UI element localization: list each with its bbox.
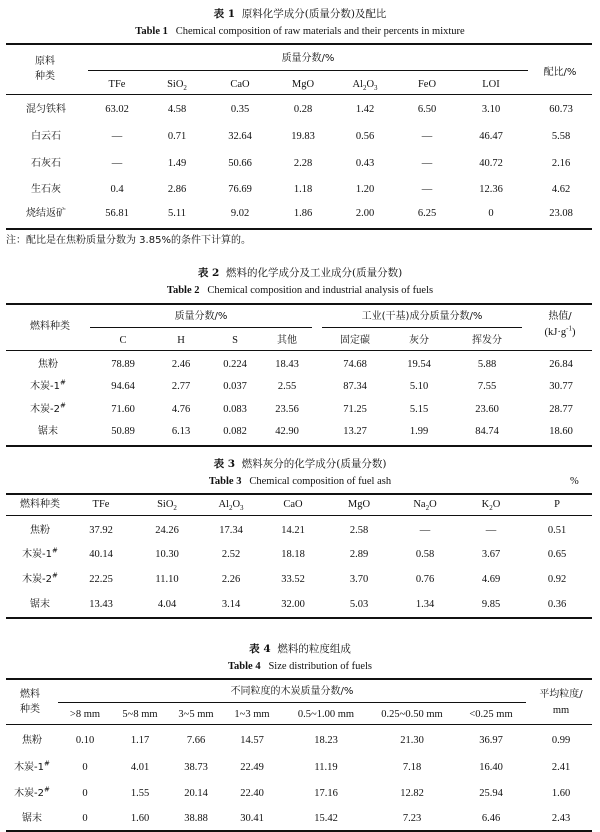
table-cell: —	[421, 131, 433, 142]
table-row-name: 锯末	[38, 426, 58, 437]
table-cell: 2.46	[171, 359, 191, 370]
table-cell: 11.19	[314, 762, 338, 773]
table-cell: 36.97	[479, 735, 503, 746]
table-cell: 19.83	[291, 131, 315, 142]
table-row-name: 锯末	[22, 813, 42, 824]
table-cell: 2.26	[221, 574, 241, 585]
table-cell: 63.02	[105, 104, 129, 115]
table-1-note: 注：配比是在焦粉质量分数为 3.85%的条件下计算的。	[6, 235, 251, 246]
table-cell: 18.43	[275, 359, 299, 370]
table-3-unit: %	[570, 476, 579, 487]
table-cell: 16.40	[479, 762, 503, 773]
table-cell: 78.89	[111, 359, 135, 370]
table-cell: 0.92	[547, 574, 567, 585]
table-cell: 1.60	[130, 813, 150, 824]
table-cell: 11.10	[155, 574, 179, 585]
head-fuel: 燃料种类	[20, 499, 60, 510]
head-group: 质量分数/%	[281, 53, 335, 64]
table-cell: 1.99	[409, 426, 429, 437]
table-cell: 74.68	[343, 359, 367, 370]
table-cell: 15.42	[314, 813, 338, 824]
col-k2o: $K_2O$	[481, 499, 501, 513]
table-cell: 42.90	[275, 426, 299, 437]
col-5-8: 5~8 mm	[122, 709, 158, 720]
col-3-5: 3~5 mm	[178, 709, 214, 720]
head-heat-unit: $(kJ\cdot g^{-1})$	[544, 324, 576, 338]
table-cell: 12.82	[400, 788, 424, 799]
table-cell: 23.56	[275, 404, 299, 415]
table-cell-avg: 1.60	[551, 788, 571, 799]
table-cell: 71.25	[343, 404, 367, 415]
table-cell: 30.41	[240, 813, 264, 824]
head-avg: 平均粒度/	[539, 689, 583, 700]
table-cell: 32.64	[228, 131, 252, 142]
table-cell: 6.13	[171, 426, 191, 437]
table-cell: 7.66	[186, 735, 206, 746]
table-cell: 12.36	[479, 184, 503, 195]
table-cell: 3.14	[221, 599, 241, 610]
head-material-2: 种类	[35, 71, 55, 82]
table-cell: 56.81	[105, 208, 129, 219]
col-cao: CaO	[283, 499, 303, 510]
table-cell: 7.23	[402, 813, 422, 824]
table-cell: 94.64	[111, 381, 135, 392]
table-cell: 50.89	[111, 426, 135, 437]
table-cell: 0	[82, 788, 88, 799]
table-cell: 3.10	[481, 104, 501, 115]
table-2	[0, 262, 600, 447]
col-fixed-carbon: 固定碳	[340, 335, 370, 346]
table-cell: 0	[82, 813, 88, 824]
table-1	[0, 0, 600, 245]
col-tfe: TFe	[92, 499, 110, 510]
table-cell: 40.72	[479, 158, 503, 169]
table-cell: 0.28	[293, 104, 313, 115]
table-cell: 38.88	[184, 813, 208, 824]
table-row-name: 木炭-2#	[30, 401, 66, 415]
table-cell: 2.77	[171, 381, 191, 392]
table-cell-avg: 2.43	[551, 813, 571, 824]
table-cell: 2.00	[355, 208, 375, 219]
table-cell: 22.40	[240, 788, 264, 799]
col-025-05: 0.25~0.50 mm	[381, 709, 443, 720]
table-cell: 17.34	[219, 525, 243, 536]
table-cell: 1.86	[293, 208, 313, 219]
table-cell: 20.14	[184, 788, 208, 799]
table-cell: —	[421, 184, 433, 195]
table-cell: 0.65	[547, 549, 567, 560]
table-cell: 25.94	[479, 788, 503, 799]
head-avg-unit: mm	[552, 705, 570, 716]
table-cell: 2.89	[349, 549, 369, 560]
col-mgo: MgO	[347, 499, 371, 510]
table-cell: 0.71	[167, 131, 187, 142]
table-cell: 23.60	[475, 404, 499, 415]
table-cell: 10.30	[155, 549, 179, 560]
table-cell-heat: 26.84	[549, 359, 573, 370]
table-cell: —	[111, 131, 123, 142]
table-cell: 1.55	[130, 788, 150, 799]
table-cell: 0.36	[547, 599, 567, 610]
col-cao: CaO	[230, 79, 250, 90]
col-al2o3: $Al_2O_3$	[352, 79, 378, 93]
table-cell: 76.69	[228, 184, 252, 195]
table-3-caption-cn: 表 3 燃料灰分的化学成分(质量分数)	[213, 458, 387, 470]
table-cell: 0.224	[223, 359, 247, 370]
table-cell: 0	[82, 762, 88, 773]
table-cell: 1.20	[355, 184, 375, 195]
head-group: 不同粒度的木炭质量分数/%	[230, 686, 354, 697]
table-row-name: 木炭-1#	[14, 759, 50, 773]
col-p: P	[554, 499, 560, 510]
table-row-name: 生石灰	[31, 184, 61, 195]
col-sio2: SiO$_2$	[167, 79, 187, 93]
head-group2: 工业(干基)成分质量分数/%	[361, 311, 483, 322]
table-cell-ratio: 23.08	[549, 208, 573, 219]
head-material: 原料	[35, 56, 55, 67]
head-ratio: 配比/%	[543, 67, 577, 78]
table-cell: 33.52	[281, 574, 305, 585]
table-cell-avg: 0.99	[551, 735, 571, 746]
col-na2o: $Na_2O$	[413, 499, 437, 513]
col-lt025: <0.25 mm	[469, 709, 513, 720]
table-cell: 2.58	[349, 525, 369, 536]
table-cell: 5.03	[349, 599, 369, 610]
table-cell: 19.54	[407, 359, 431, 370]
head-fuel-2: 种类	[20, 704, 40, 715]
col-s: S	[232, 335, 238, 346]
table-cell: —	[485, 525, 497, 536]
table-3-caption-en: Table 3 Chemical composition of fuel ash	[208, 476, 392, 487]
table-cell: 2.86	[167, 184, 187, 195]
table-cell: 0.51	[547, 525, 567, 536]
table-cell: 40.14	[89, 549, 113, 560]
table-cell: 0.10	[75, 735, 95, 746]
table-cell: —	[111, 158, 123, 169]
table-row-name: 白云石	[31, 131, 61, 142]
table-cell: 1.49	[167, 158, 187, 169]
col-mgo: MgO	[291, 79, 315, 90]
table-cell: 0	[488, 208, 494, 219]
table-cell: 4.76	[171, 404, 191, 415]
table-cell: 32.00	[281, 599, 305, 610]
head-heat: 热值/	[548, 311, 572, 322]
table-cell: 4.01	[130, 762, 150, 773]
table-row-name: 木炭-1#	[30, 378, 66, 392]
table-row-name: 木炭-2#	[14, 785, 50, 799]
table-cell: 5.15	[409, 404, 429, 415]
table-row-name: 焦粉	[22, 735, 42, 746]
table-cell: 1.34	[415, 599, 435, 610]
table-cell: 1.42	[355, 104, 375, 115]
table-cell: 17.16	[314, 788, 338, 799]
table-cell: —	[421, 158, 433, 169]
table-4	[0, 636, 600, 832]
table-cell: —	[419, 525, 431, 536]
table-cell: 5.10	[409, 381, 429, 392]
table-cell: 84.74	[475, 426, 499, 437]
table-cell: 22.25	[89, 574, 113, 585]
table-cell: 3.67	[481, 549, 501, 560]
table-cell: 7.55	[477, 381, 497, 392]
table-cell: 24.26	[155, 525, 179, 536]
table-1-caption-en: Table 1 Chemical composition of raw materials and their percents in mixture	[135, 26, 465, 37]
table-row-name: 木炭-2#	[22, 571, 58, 585]
table-cell: 0.083	[223, 404, 247, 415]
head-group1: 质量分数/%	[174, 311, 228, 322]
table-row-name: 木炭-1#	[22, 546, 58, 560]
table-cell: 9.85	[481, 599, 501, 610]
table-cell: 0.76	[415, 574, 435, 585]
col-1-3: 1~3 mm	[234, 709, 270, 720]
head-fuel: 燃料	[20, 689, 40, 700]
table-cell-ratio: 4.62	[551, 184, 571, 195]
col-gt8: >8 mm	[69, 709, 101, 720]
table-cell: 6.50	[417, 104, 437, 115]
table-cell: 21.30	[400, 735, 424, 746]
table-cell: 1.17	[130, 735, 150, 746]
table-row-name: 烧结返矿	[26, 208, 66, 219]
table-cell-ratio: 60.73	[549, 104, 573, 115]
table-cell: 4.58	[167, 104, 187, 115]
table-cell: 13.43	[89, 599, 113, 610]
table-row-name: 混匀铁料	[26, 104, 66, 115]
table-row-name: 焦粉	[38, 359, 58, 370]
table-cell-avg: 2.41	[551, 762, 571, 773]
table-2-caption-cn: 表 2 燃料的化学成分及工业成分(质量分数)	[197, 267, 403, 279]
table-cell: 50.66	[228, 158, 252, 169]
head-fuel: 燃料种类	[30, 321, 70, 332]
table-cell: 5.11	[168, 208, 186, 219]
table-cell-ratio: 2.16	[551, 158, 571, 169]
table-4-caption-cn: 表 4 燃料的粒度组成	[249, 643, 351, 655]
table-cell: 87.34	[343, 381, 367, 392]
col-ash: 灰分	[409, 335, 429, 346]
table-row-name: 石灰石	[31, 158, 61, 169]
table-1-caption-cn: 表 1 原料化学成分(质量分数)及配比	[213, 8, 387, 20]
table-3	[0, 453, 600, 623]
table-cell: 1.18	[293, 184, 313, 195]
col-volatile: 挥发分	[472, 335, 502, 346]
table-cell-heat: 18.60	[549, 426, 573, 437]
table-cell: 22.49	[240, 762, 264, 773]
table-cell: 38.73	[184, 762, 208, 773]
col-05-1: 0.5~1.00 mm	[297, 709, 355, 720]
table-cell: 5.88	[477, 359, 497, 370]
table-cell: 18.23	[314, 735, 338, 746]
table-cell: 2.28	[293, 158, 313, 169]
table-row-name: 焦粉	[30, 525, 50, 536]
table-cell: 0.35	[230, 104, 250, 115]
table-cell: 9.02	[230, 208, 250, 219]
table-cell: 37.92	[89, 525, 113, 536]
col-c: C	[119, 335, 127, 346]
col-h: H	[177, 335, 185, 346]
table-cell: 3.70	[349, 574, 369, 585]
table-cell: 18.18	[281, 549, 305, 560]
table-cell: 6.25	[417, 208, 437, 219]
table-cell: 4.04	[157, 599, 177, 610]
table-cell: 0.56	[355, 131, 375, 142]
table-cell: 14.57	[240, 735, 264, 746]
table-cell: 14.21	[281, 525, 305, 536]
table-cell: 0.58	[415, 549, 435, 560]
table-cell-heat: 30.77	[549, 381, 573, 392]
col-sio2: SiO$_2$	[157, 499, 177, 513]
table-cell-ratio: 5.58	[551, 131, 571, 142]
table-cell: 2.55	[277, 381, 297, 392]
table-cell-heat: 28.77	[549, 404, 573, 415]
col-feo: FeO	[417, 79, 437, 90]
table-cell: 71.60	[111, 404, 135, 415]
table-4-caption-en: Table 4 Size distribution of fuels	[228, 661, 372, 672]
table-cell: 2.52	[221, 549, 241, 560]
col-other: 其他	[277, 335, 297, 346]
table-cell: 0.4	[110, 184, 124, 195]
table-cell: 0.082	[223, 426, 247, 437]
table-row-name: 锯末	[30, 599, 50, 610]
col-al2o3: $Al_2O_3$	[218, 499, 244, 513]
col-loi: LOI	[482, 79, 500, 90]
table-cell: 4.69	[481, 574, 501, 585]
table-2-caption-en: Table 2 Chemical composition and industrial analysis of fuels	[166, 285, 434, 296]
table-cell: 7.18	[402, 762, 422, 773]
table-cell: 0.43	[355, 158, 375, 169]
table-cell: 46.47	[479, 131, 503, 142]
table-cell: 0.037	[223, 381, 247, 392]
table-cell: 13.27	[343, 426, 367, 437]
table-cell: 6.46	[481, 813, 501, 824]
col-tfe: TFe	[108, 79, 126, 90]
